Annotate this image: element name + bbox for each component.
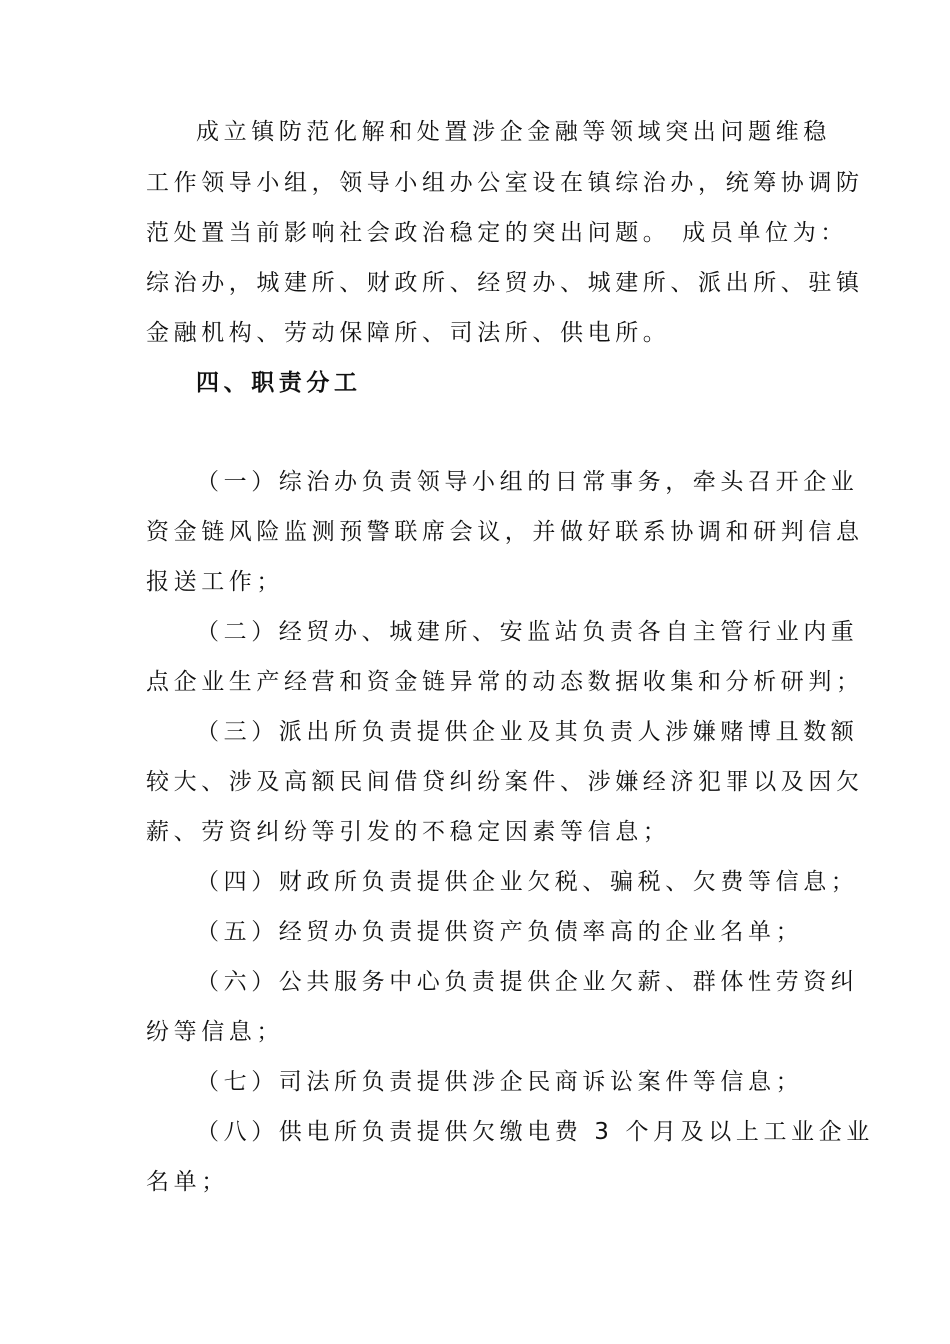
paragraph-line: 金融机构、劳动保障所、司法所、供电所。 <box>146 320 671 346</box>
list-item-line: （五）经贸办负责提供资产负债率高的企业名单； <box>196 919 804 945</box>
list-item-line: 薪、劳资纠纷等引发的不稳定因素等信息； <box>146 819 671 845</box>
section-heading: 四、职责分工 <box>196 370 362 396</box>
list-item-line: （六）公共服务中心负责提供企业欠薪、群体性劳资纠 <box>196 969 859 995</box>
list-item-line: （八）供电所负责提供欠缴电费 3 个月及以上工业企业 <box>196 1119 874 1145</box>
list-item-line: 纷等信息； <box>146 1019 284 1045</box>
list-item-line: （三）派出所负责提供企业及其负责人涉嫌赌博且数额 <box>196 719 859 745</box>
paragraph-line: 工作领导小组，领导小组办公室设在镇综治办，统筹协调防 <box>146 170 864 196</box>
list-item-line: （二）经贸办、城建所、安监站负责各自主管行业内重 <box>196 619 859 645</box>
list-item-line: 点企业生产经营和资金链异常的动态数据收集和分析研判； <box>146 669 864 695</box>
paragraph-line: 成立镇防范化解和处置涉企金融等领域突出问题维稳 <box>196 119 831 145</box>
list-item-line: （七）司法所负责提供涉企民商诉讼案件等信息； <box>196 1069 804 1095</box>
list-item-line: 资金链风险监测预警联席会议，并做好联系协调和研判信息 <box>146 519 864 545</box>
list-item-line: 报送工作； <box>146 569 284 595</box>
paragraph-line: 综治办，城建所、财政所、经贸办、城建所、派出所、驻镇 <box>146 270 864 296</box>
list-item-line: （一）综治办负责领导小组的日常事务，牵头召开企业 <box>196 469 859 495</box>
list-item-line: 名单； <box>146 1169 229 1195</box>
paragraph-line: 范处置当前影响社会政治稳定的突出问题。 成员单位为： <box>146 220 848 246</box>
list-item-line: 较大、涉及高额民间借贷纠纷案件、涉嫌经济犯罪以及因欠 <box>146 769 864 795</box>
list-item-line: （四）财政所负责提供企业欠税、骗税、欠费等信息； <box>196 869 859 895</box>
